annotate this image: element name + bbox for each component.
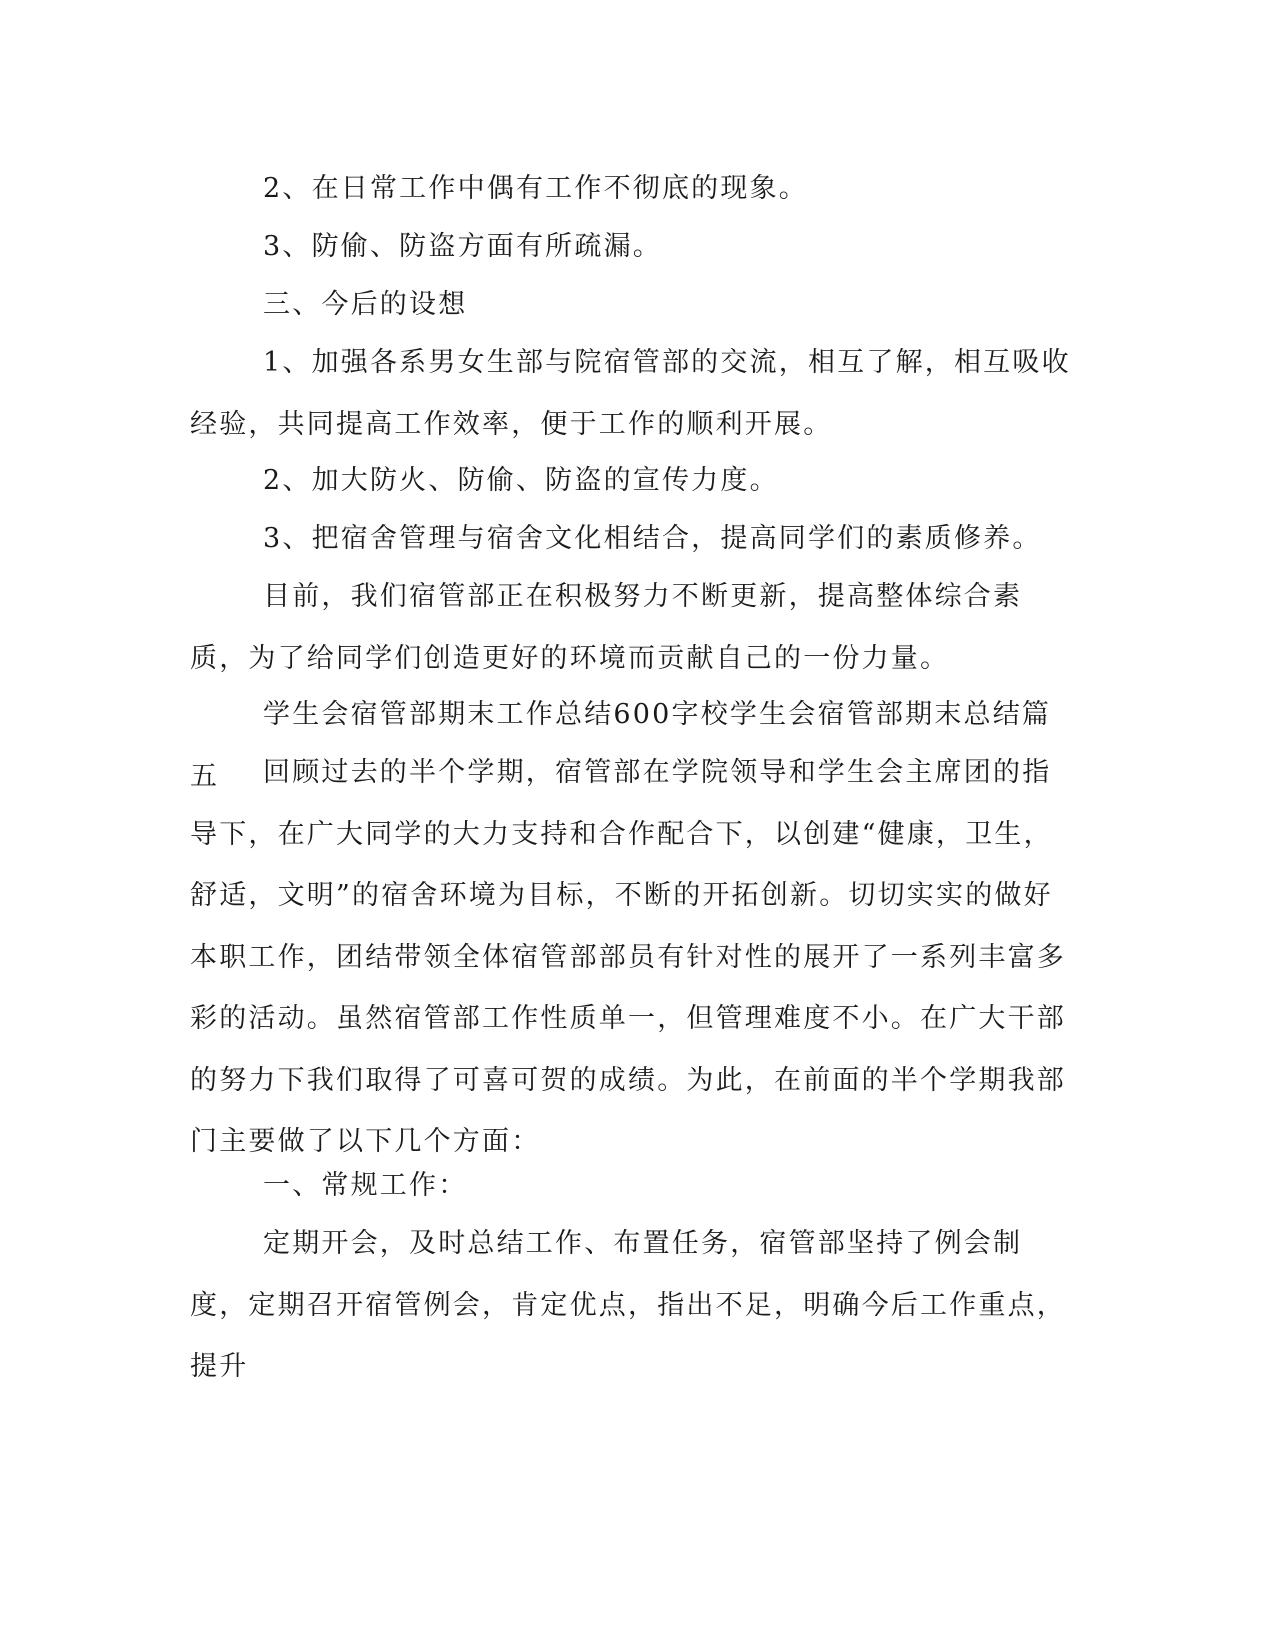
paragraph-conclusion: 目前，我们宿管部正在积极努力不断更新，提高整体综合素质，为了给同学们创造更好的环境而贡献自己的一份力量。 <box>190 581 1023 674</box>
paragraph-shortcoming-2: 2、在日常工作中偶有工作不彻底的现象。 <box>263 173 808 204</box>
paragraph-plan-1: 1、加强各系男女生部与院宿管部的交流，相互了解，相互吸收经验，共同提高工作效率，便于工作的顺利开展。 <box>190 347 1071 440</box>
article-title-part-five: 学生会宿管部期末工作总结600字校学生会宿管部期末总结篇五 <box>190 699 1052 792</box>
paragraph-plan-2: 2、加大防火、防偷、防盗的宣传力度。 <box>263 465 779 496</box>
paragraph-plan-3: 3、把宿舍管理与宿舍文化相结合，提高同学们的素质修养。 <box>263 523 1042 554</box>
paragraph-review: 回顾过去的半个学期，宿管部在学院领导和学生会主席团的指导下，在广大同学的大力支持和合作配合下，以创建“健康，卫生，舒适，文明”的宿舍环境为目标，不断的开拓创新。切切实实的做好本职工作，团结带领全体宿管部部员有针对性的展开了一系列丰富多彩的活动。虽然宿管部工作性质单一，但管理难度不小。在广大干部的努力下我们取得了可喜可贺的成绩。为此，在前面的半个学期我部门主要做了以下几个方面： <box>190 757 1066 1157</box>
paragraph-meetings: 定期开会，及时总结工作、布置任务，宿管部坚持了例会制度，定期召开宿管例会，肯定优点，指出不足，明确今后工作重点，提升 <box>190 1228 1066 1382</box>
section-heading-routine-work: 一、常规工作： <box>263 1170 468 1201</box>
paragraph-shortcoming-3: 3、防偷、防盗方面有所疏漏。 <box>263 231 662 262</box>
section-heading-future-plans: 三、今后的设想 <box>263 289 468 320</box>
